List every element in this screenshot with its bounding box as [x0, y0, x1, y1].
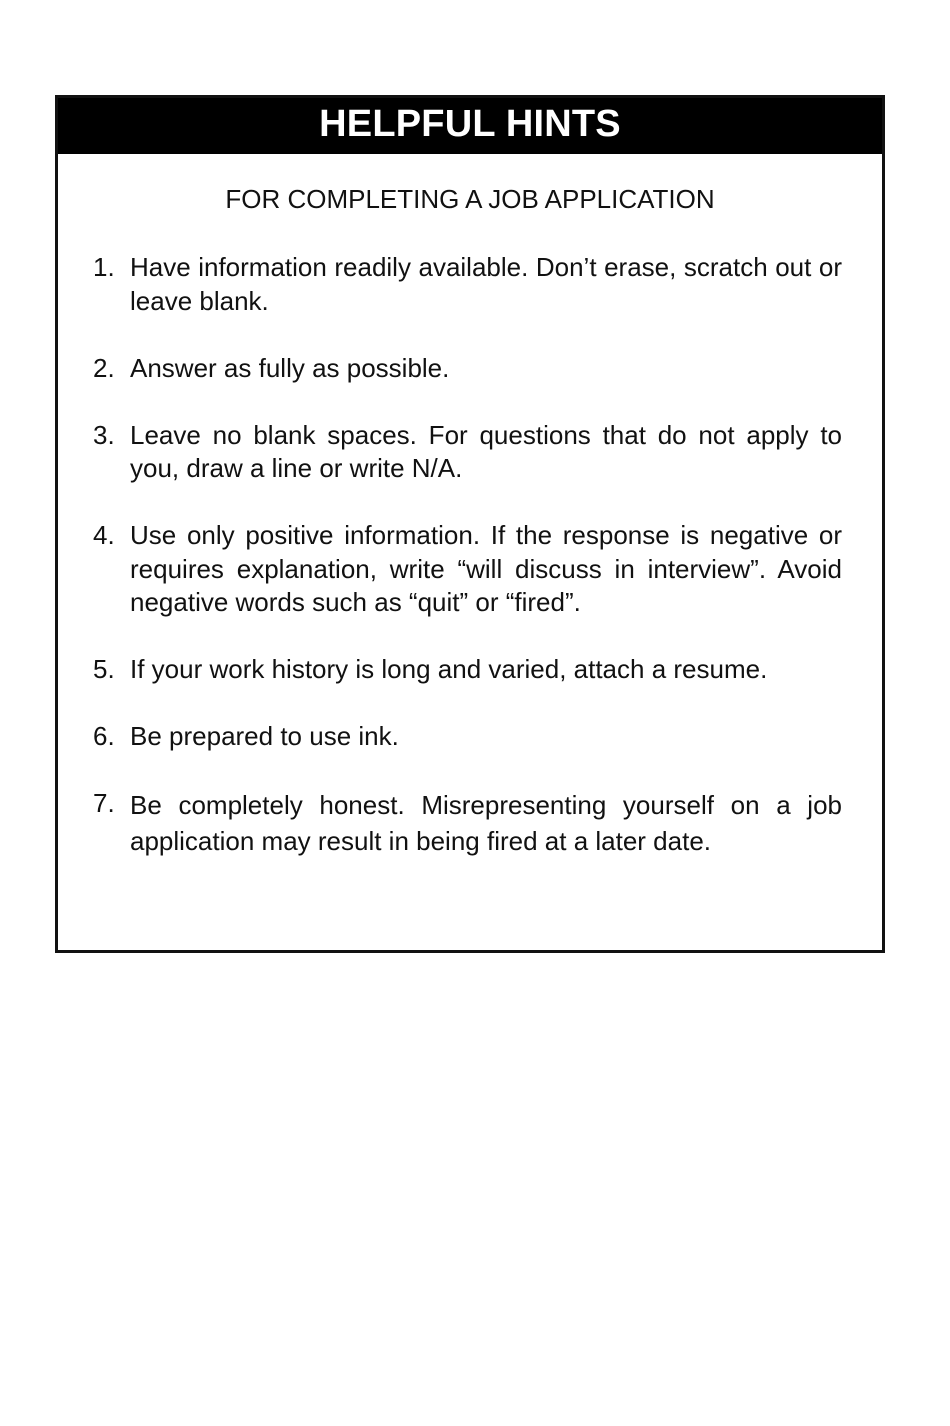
- hint-text: If your work history is long and varied, attach a resume.: [130, 654, 768, 684]
- hint-number: 4.: [93, 520, 115, 550]
- hints-subtitle: FOR COMPLETING A JOB APPLICATION: [225, 184, 715, 214]
- hint-number: 5.: [93, 654, 115, 684]
- hint-text: Have information readily available. Don’t erase, scratch out or leave blank.: [130, 252, 842, 316]
- hint-text: Leave no blank spaces. For questions that do not apply to you, draw a line or write N/A.: [130, 419, 842, 483]
- hint-item-4: [93, 519, 842, 620]
- hint-item-2: [93, 352, 842, 386]
- hint-number: 1.: [93, 252, 115, 282]
- hint-item-3: [93, 419, 842, 486]
- hint-item-6: [93, 720, 842, 754]
- hints-list: [58, 251, 882, 859]
- hint-text: Use only positive information. If the response is negative or requires explanation, write “will discuss in interview”. Avoid negative words such as “quit” or “fired”.: [130, 520, 842, 617]
- helpful-hints-box: [55, 95, 885, 953]
- hint-number: 2.: [93, 352, 115, 383]
- hint-text: Be prepared to use ink.: [130, 721, 399, 751]
- hint-number: 7.: [93, 788, 115, 818]
- hint-item-7: [93, 787, 842, 859]
- hints-title: HELPFUL HINTS: [58, 98, 882, 154]
- hint-text: Be completely honest. Misrepresenting yourself on a job application may result in being fired at a later date.: [130, 790, 842, 856]
- hint-number: 3.: [93, 419, 115, 450]
- hint-text: Answer as fully as possible.: [130, 352, 450, 383]
- hint-item-5: [93, 653, 842, 687]
- hint-item-1: [93, 251, 842, 318]
- hint-number: 6.: [93, 721, 115, 751]
